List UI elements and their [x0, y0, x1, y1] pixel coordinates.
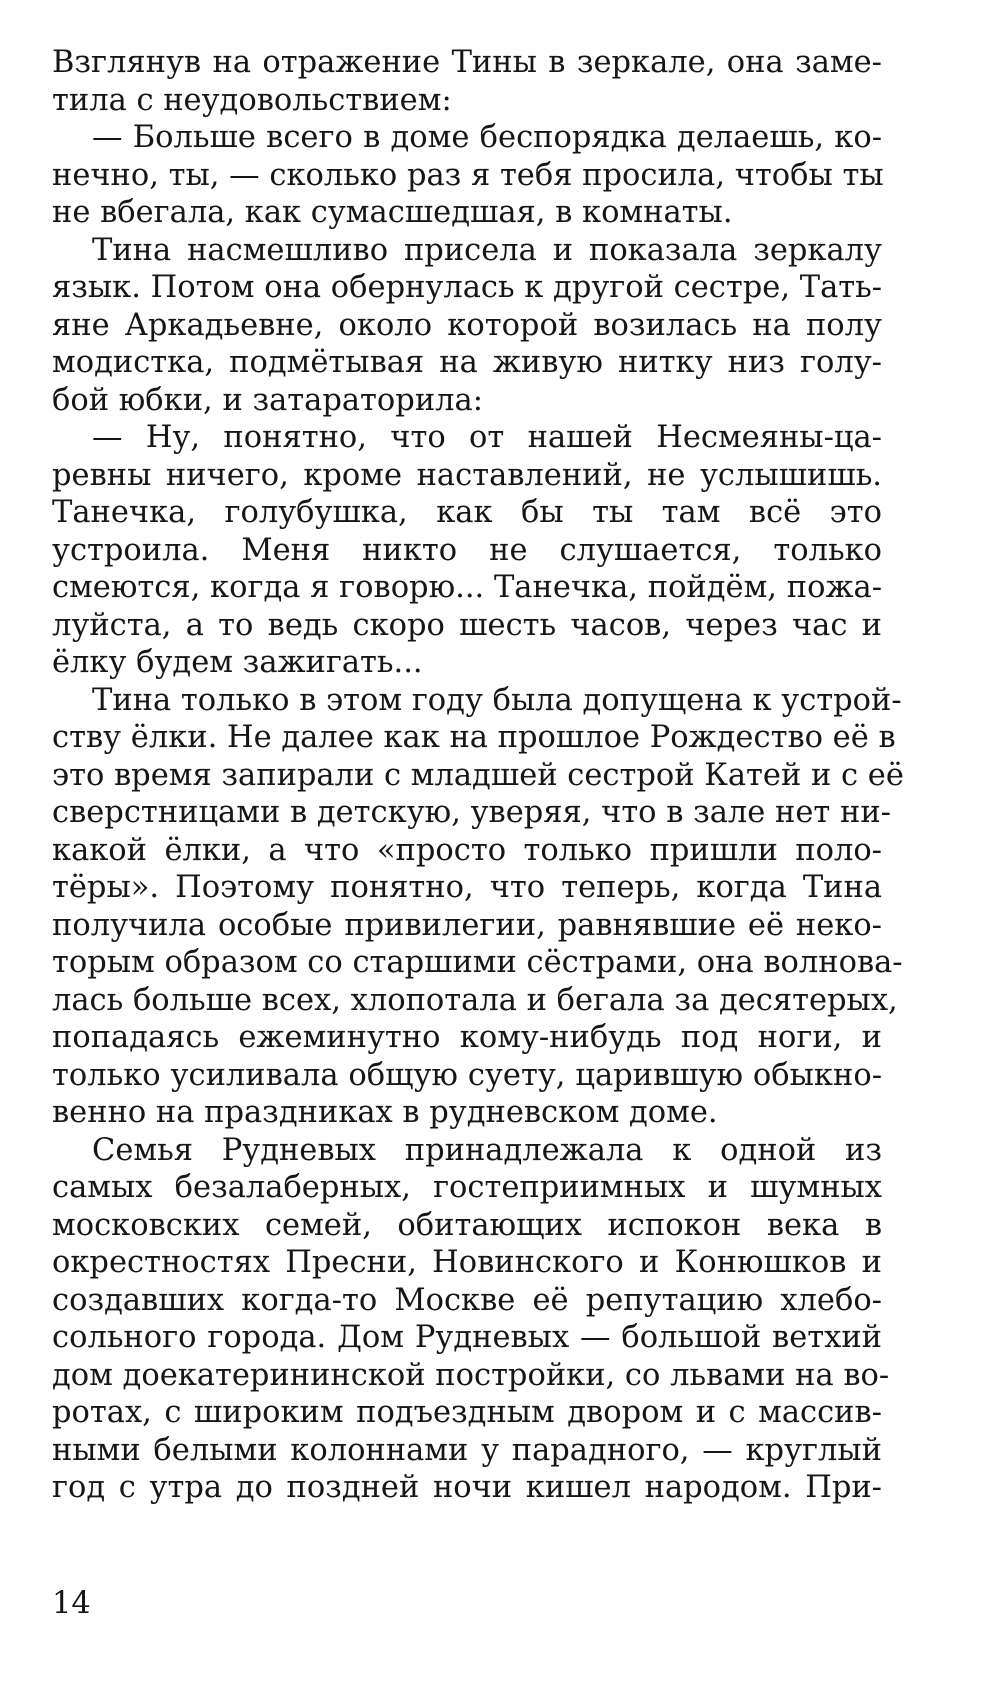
text-line: сольного города. Дом Рудневых — большой ветхий	[52, 1320, 882, 1355]
text-line: нечно, ты, — сколько раз я тебя просила, чтобы ты	[52, 157, 884, 193]
text-line: модистка, подмётывая на живую нитку низ голу-	[52, 345, 882, 380]
text-line: окрестностях Пресни, Новинского и Конюшков и	[52, 1245, 882, 1280]
text-line: Тина насмешливо присела и показала зеркалу	[92, 232, 882, 268]
text-line: только усиливала общую суету, царившую обыкно-	[52, 1057, 882, 1093]
text-line: — Ну, понятно, что от нашей Несмеяны-ца-	[92, 420, 882, 455]
text-line: сверстницами в детскую, уверяя, что в зале нет ни-	[52, 795, 891, 830]
text-line: не вбегала, как сумасшедшая, в комнаты.	[52, 195, 733, 230]
text-line: торым образом со старшими сёстрами, она волнова-	[52, 945, 903, 980]
text-line: яне Аркадьевне, около которой возилась на полу	[52, 307, 882, 343]
text-line: ству ёлки. Не далее как на прошлое Рождество её в	[52, 720, 896, 755]
page-number: 14	[52, 1586, 91, 1621]
text-line: ными белыми колоннами у парадного, — круглый	[52, 1432, 882, 1468]
body-text	[52, 44, 904, 1507]
text-line: ёлку будем зажигать...	[52, 645, 423, 680]
text-line: Тина только в этом году была допущена к устрой-	[92, 682, 902, 718]
text-line: смеются, когда я говорю... Танечка, пойдём, пожа-	[52, 570, 882, 605]
text-line: ревны ничего, кроме наставлений, не услышишь.	[52, 457, 882, 493]
text-line: устроила. Меня никто не слушается, только	[52, 532, 882, 568]
text-line: Взглянув на отражение Тины в зеркале, она заме-	[52, 45, 882, 80]
text-line: тила с неудовольствием:	[52, 82, 452, 118]
text-line: луйста, а то ведь скоро шесть часов, через час и	[52, 607, 882, 643]
text-line: московских семей, обитающих испокон века в	[52, 1207, 882, 1243]
text-line: попадаясь ежеминутно кому-нибудь под ноги, и	[52, 1020, 882, 1055]
text-line: Танечка, голубушка, как бы ты там всё это	[52, 495, 882, 530]
text-line: язык. Потом она обернулась к другой сестре, Тать-	[52, 270, 883, 305]
text-line: ротах, с широким подъездным двором и с массив-	[52, 1395, 882, 1430]
text-line: Семья Рудневых принадлежала к одной из	[92, 1132, 882, 1168]
text-line: создавших когда-то Москве её репутацию хлебо-	[52, 1282, 882, 1318]
text-line: самых безалаберных, гостеприимных и шумных	[52, 1170, 882, 1205]
text-line: лась больше всех, хлопотала и бегала за десятерых,	[52, 982, 898, 1018]
text-line: — Больше всего в доме беспорядка делаешь, ко-	[92, 120, 882, 155]
text-line: бой юбки, и затараторила:	[52, 382, 483, 418]
text-line: дом доекатерининской постройки, со львами на во-	[52, 1357, 890, 1393]
text-line: получила особые привилегии, равнявшие её неко-	[52, 907, 882, 943]
text-line: тёры». Поэтому понятно, что теперь, когда Тина	[52, 870, 882, 905]
text-line: год с утра до поздней ночи кишел народом. При-	[52, 1470, 882, 1505]
text-line: это время запирали с младшей сестрой Катей и с её	[52, 757, 904, 793]
text-line: венно на праздниках в рудневском доме.	[52, 1095, 718, 1130]
text-line: какой ёлки, а что «просто только пришли поло-	[52, 832, 882, 868]
